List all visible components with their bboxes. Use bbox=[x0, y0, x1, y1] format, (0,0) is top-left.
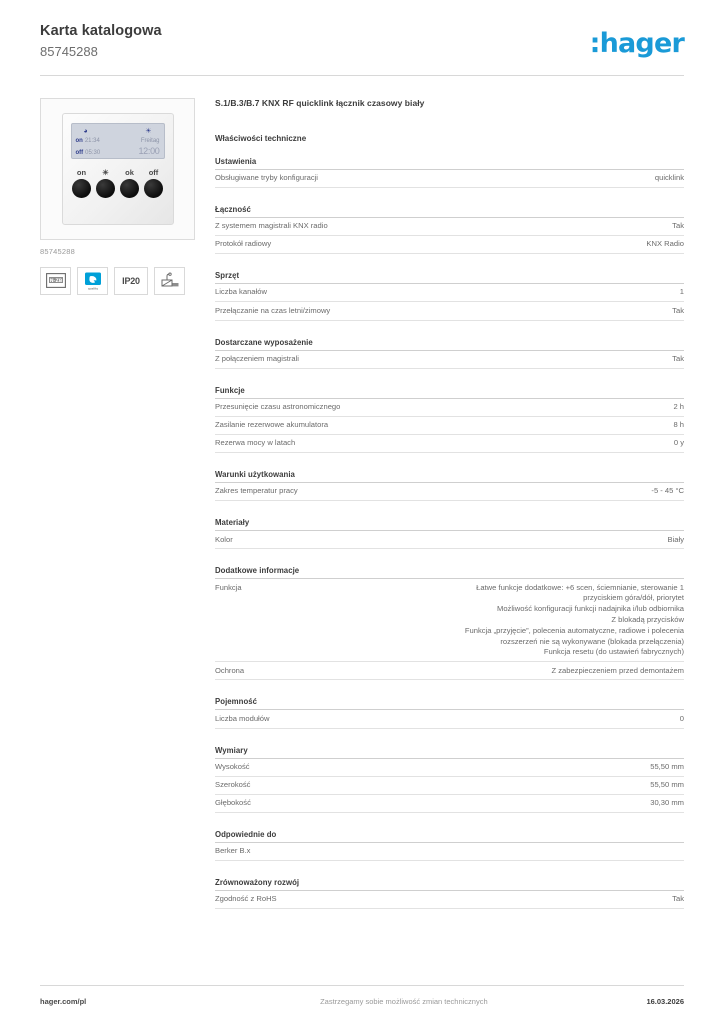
product-column bbox=[40, 98, 215, 921]
spec-row bbox=[215, 236, 684, 254]
spec-group bbox=[215, 386, 684, 453]
spec-key: Zasilanie rezerwowe akumulatora bbox=[215, 420, 329, 430]
spec-value: Łatwe funkcje dodatkowe: +6 scen, ściemnianie, sterowanie 1 przyciskiem góra/dół, priorytet Możliwość konfiguracji funkcji nadajnika i/lub odbiornika Z blokadą przycisków Funkcja „przyjęcie”, polecenia automatyczne, radiowe i polecenia rozszerzeń nie są wykonywane (blokada przełączenia) Funkcja resetu (do ustawień fabrycznych) bbox=[464, 582, 684, 657]
lcd-display bbox=[71, 123, 165, 159]
spec-key: Ochrona bbox=[215, 665, 245, 675]
spec-value: 55,50 mm bbox=[650, 779, 684, 789]
spec-value: 55,50 mm bbox=[650, 761, 684, 771]
spec-group bbox=[215, 205, 684, 254]
spec-group-heading: Pojemność bbox=[215, 697, 684, 710]
spec-value: KNX Radio bbox=[646, 239, 684, 249]
spec-key: Liczba modułów bbox=[215, 713, 270, 723]
lcd-off-time: 05:30 bbox=[85, 150, 101, 157]
lcd-icon-row bbox=[76, 126, 160, 137]
spec-group-heading: Warunki użytkowania bbox=[215, 470, 684, 483]
spec-key: Przesunięcie czasu astronomicznego bbox=[215, 401, 341, 411]
spec-group bbox=[215, 697, 684, 728]
product-image-caption: 85745288 bbox=[40, 246, 75, 256]
spec-group-heading: Wymiary bbox=[215, 746, 684, 759]
device-knob-on bbox=[72, 179, 91, 198]
clock-mode-icon: ◕ bbox=[83, 127, 88, 135]
certification-badges bbox=[40, 267, 215, 295]
device-illustration bbox=[62, 113, 174, 225]
spec-group bbox=[215, 566, 684, 680]
spec-key: Rezerwa mocy w latach bbox=[215, 438, 296, 448]
spec-row bbox=[215, 795, 684, 813]
spec-value: Tak bbox=[672, 353, 684, 363]
button-label-off: off bbox=[148, 167, 159, 177]
spec-groups bbox=[215, 157, 684, 910]
spec-group bbox=[215, 878, 684, 909]
enec-mark-icon bbox=[40, 267, 71, 295]
device-knob-ok bbox=[120, 179, 139, 198]
footer-disclaimer: Zastrzegamy sobie możliwość zmian technicznych bbox=[320, 997, 488, 1006]
spec-value: 0 y bbox=[673, 438, 684, 448]
button-label-sun: ☀ bbox=[102, 167, 109, 177]
spec-key: Kolor bbox=[215, 534, 233, 544]
spec-group-heading: Funkcje bbox=[215, 386, 684, 399]
spec-row bbox=[215, 891, 684, 909]
spec-key: Z systemem magistrali KNX radio bbox=[215, 221, 328, 231]
specifications-column bbox=[215, 98, 684, 921]
lcd-weekday: Freitag bbox=[140, 137, 160, 144]
product-title: S.1/B.3/B.7 KNX RF quicklink łącznik czasowy biały bbox=[215, 97, 425, 108]
button-label-ok: ok bbox=[125, 167, 134, 177]
spec-row bbox=[215, 218, 684, 236]
device-knob-sun bbox=[96, 179, 115, 198]
spec-row bbox=[215, 662, 684, 680]
mounting-tool-icon bbox=[154, 267, 185, 295]
quality-q-mark-icon bbox=[77, 267, 108, 295]
sun-icon: ☀ bbox=[145, 127, 152, 135]
lcd-on-time: 21:34 bbox=[84, 137, 100, 144]
device-knob-off bbox=[144, 179, 163, 198]
spec-value: 8 h bbox=[673, 420, 684, 430]
spec-value: 2 h bbox=[673, 401, 684, 411]
lcd-clock: 12:00 bbox=[138, 146, 160, 157]
device-button-labels bbox=[72, 168, 164, 177]
spec-key: Liczba kanałów bbox=[215, 287, 267, 297]
spec-row bbox=[215, 170, 684, 188]
spec-value: Tak bbox=[672, 894, 684, 904]
spec-row bbox=[215, 759, 684, 777]
spec-key: Zakres temperatur pracy bbox=[215, 486, 298, 496]
page-header bbox=[40, 0, 684, 61]
spec-key: Obsługiwane tryby konfiguracji bbox=[215, 172, 318, 182]
spec-value: 30,30 mm bbox=[650, 798, 684, 808]
spec-row bbox=[215, 579, 684, 662]
button-label-on: on bbox=[76, 167, 87, 177]
spec-row bbox=[215, 302, 684, 320]
device-buttons bbox=[72, 179, 164, 198]
footer-date: 16.03.2026 bbox=[646, 997, 684, 1006]
spec-group bbox=[215, 157, 684, 188]
document-reference: 85745288 bbox=[40, 43, 98, 59]
spec-key: Berker B.x bbox=[215, 846, 251, 856]
spec-group bbox=[215, 470, 684, 501]
spec-group bbox=[215, 271, 684, 320]
page-title: Karta katalogowa bbox=[40, 23, 162, 39]
svg-text:N-ZB: N-ZB bbox=[49, 279, 62, 285]
spec-group-heading: Odpowiednie do bbox=[215, 830, 684, 843]
spec-key: Funkcja bbox=[215, 582, 242, 592]
spec-row bbox=[215, 777, 684, 795]
spec-value: 0 bbox=[679, 713, 684, 723]
spec-row bbox=[215, 417, 684, 435]
spec-value: Biały bbox=[667, 534, 684, 544]
spec-row bbox=[215, 531, 684, 549]
page-footer bbox=[40, 985, 684, 1006]
spec-key: Głębokość bbox=[215, 798, 251, 808]
spec-row bbox=[215, 351, 684, 369]
spec-row bbox=[215, 435, 684, 453]
spec-group-heading: Dostarczane wyposażenie bbox=[215, 338, 684, 351]
lcd-on-label: on bbox=[75, 137, 83, 144]
spec-group-heading: Materiały bbox=[215, 518, 684, 531]
svg-text:quality: quality bbox=[87, 287, 98, 291]
spec-group-heading: Zrównoważony rozwój bbox=[215, 878, 684, 891]
technical-properties-heading: Właściwości techniczne bbox=[215, 133, 307, 143]
spec-group-heading: Sprzęt bbox=[215, 271, 684, 284]
spec-value: Tak bbox=[672, 221, 684, 231]
spec-key: Szerokość bbox=[215, 779, 251, 789]
spec-value: -5 - 45 °C bbox=[651, 486, 684, 496]
spec-group-heading: Dodatkowe informacje bbox=[215, 566, 684, 579]
lcd-off-row bbox=[76, 145, 160, 158]
spec-row bbox=[215, 284, 684, 302]
spec-row bbox=[215, 843, 684, 861]
spec-key: Zgodność z RoHS bbox=[215, 894, 277, 904]
spec-row bbox=[215, 399, 684, 417]
product-image bbox=[40, 98, 195, 240]
spec-value: Tak bbox=[672, 305, 684, 315]
spec-group-heading: Ustawienia bbox=[215, 157, 684, 170]
hager-logo: :hager bbox=[589, 28, 684, 59]
spec-key: Z połączeniem magistrali bbox=[215, 353, 299, 363]
lcd-off-label: off bbox=[75, 150, 84, 157]
page-content bbox=[40, 76, 684, 921]
footer-website[interactable]: hager.com/pl bbox=[40, 997, 87, 1006]
spec-value: 1 bbox=[679, 287, 684, 297]
spec-group bbox=[215, 338, 684, 369]
lcd-on-row bbox=[76, 137, 160, 146]
ip-rating-icon: IP20 bbox=[114, 267, 148, 295]
spec-group bbox=[215, 518, 684, 549]
spec-value: quicklink bbox=[654, 172, 684, 182]
spec-key: Protokół radiowy bbox=[215, 239, 272, 249]
header-title-block bbox=[40, 22, 162, 61]
spec-key: Wysokość bbox=[215, 761, 250, 771]
spec-row bbox=[215, 710, 684, 728]
spec-value: Z zabezpieczeniem przed demontażem bbox=[551, 665, 684, 675]
spec-group-heading: Łączność bbox=[215, 205, 684, 218]
spec-group bbox=[215, 746, 684, 813]
spec-row bbox=[215, 483, 684, 501]
spec-key: Przełączanie na czas letni/zimowy bbox=[215, 305, 331, 315]
spec-group bbox=[215, 830, 684, 861]
